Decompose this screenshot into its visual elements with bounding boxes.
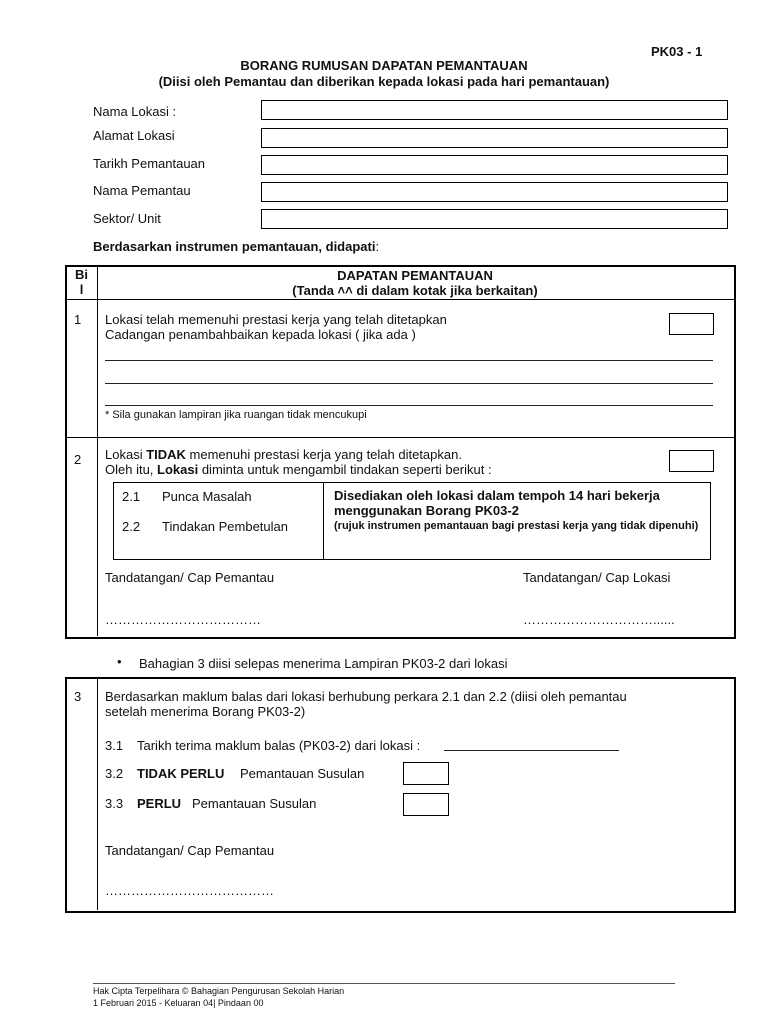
sektor-unit-input[interactable] [261,209,728,229]
table-divider [97,266,98,636]
section3-signature-line[interactable]: ………………………………… [105,883,274,898]
section2-checkbox[interactable] [669,450,714,472]
footer-version: 1 Februari 2015 - Keluaran 04| Pindaan 00 [93,998,264,1008]
col-bil-header: Bi l [75,267,88,297]
nama-pemantau-input[interactable] [261,182,728,202]
text-bold: Lokasi [157,462,199,477]
field-label: Nama Pemantau [93,183,191,198]
section1-checkbox[interactable] [669,313,714,335]
nama-lokasi-input[interactable] [261,100,728,120]
text-part: Oleh itu, [105,462,158,477]
action-instruction: Disediakan oleh lokasi dalam tempoh 14 hari bekerja menggunakan Borang PK03-2 [334,488,660,518]
field-label: Sektor/ Unit [93,211,161,226]
text-bold: TIDAK [146,447,186,462]
item-3-3-bold: PERLU [137,796,182,811]
form-subtitle: (Diisi oleh Pemantau dan diberikan kepada lokasi pada hari pemantauan) [158,74,610,89]
intro-text [93,239,379,254]
bullet-icon: • [117,654,122,669]
text-part: Lokasi [105,447,147,462]
form-code: PK03 - 1 [651,44,703,59]
perlu-checkbox[interactable] [403,793,449,816]
tidak-perlu-checkbox[interactable] [403,762,449,785]
section1-line1: Lokasi telah memenuhi prestasi kerja yang telah ditetapkan [105,312,447,327]
footer-divider [93,983,675,984]
item-3-1-number: 3.1 [105,738,124,753]
item-2-1-label: Punca Masalah [162,489,252,504]
table-divider [66,437,734,438]
section1-line2: Cadangan penambahbaikan kepada lokasi ( jika ada ) [105,327,416,342]
text-part: memenuhi prestasi kerja yang telah ditetapkan. [185,447,462,462]
bullet-note: Bahagian 3 diisi selepas menerima Lampiran PK03-2 dari lokasi [139,656,508,671]
item-2-2-label: Tindakan Pembetulan [162,519,288,534]
section1-number: 1 [74,312,82,327]
section1-note: * Sila gunakan lampiran jika ruangan tidak mencukupi [105,409,367,421]
table-divider [97,678,98,910]
signature-line-pemantau[interactable]: ……………………………… [105,612,261,627]
sign-label-lokasi: Tandatangan/ Cap Lokasi [523,570,671,585]
sign-label-pemantau: Tandatangan/ Cap Pemantau [105,570,275,585]
write-line[interactable] [105,383,713,384]
write-line[interactable] [105,405,713,406]
tarikh-pemantauan-input[interactable] [261,155,728,175]
field-label: Nama Lokasi : [93,104,177,119]
action-note: (rujuk instrumen pemantauan bagi prestasi kerja yang tidak dipenuhi) [334,520,699,532]
footer-copyright: Hak Cipta Terpelihara © Bahagian Pengurusan Sekolah Harian [93,986,345,996]
signature-line-lokasi[interactable]: …………………………...... [523,612,675,627]
section2-line1 [105,447,462,462]
section2-number: 2 [74,452,82,467]
col-dapatan-header: DAPATAN PEMANTAUAN [337,268,493,283]
section3-number: 3 [74,689,82,704]
col-dapatan-subheader: (Tanda ˄˄ di dalam kotak jika berkaitan) [292,283,538,298]
item-3-2-bold: TIDAK PERLU [137,766,225,781]
form-title: BORANG RUMUSAN DAPATAN PEMANTAUAN [240,58,528,73]
table-divider [66,299,734,300]
field-label: Tarikh Pemantauan [93,156,206,171]
section3-line1: Berdasarkan maklum balas dari lokasi berhubung perkara 2.1 dan 2.2 (diisi oleh pemantau [105,689,627,704]
write-line[interactable] [105,360,713,361]
date-received-input[interactable] [444,750,619,751]
section3-sign-label: Tandatangan/ Cap Pemantau [105,843,275,858]
section3-line2: setelah menerima Borang PK03-2) [105,704,306,719]
item-2-1-number: 2.1 [122,489,141,504]
item-2-2-number: 2.2 [122,519,141,534]
item-3-3-number: 3.3 [105,796,124,811]
item-3-2-label: Pemantauan Susulan [240,766,365,781]
item-3-1-label: Tarikh terima maklum balas (PK03-2) dari lokasi : [137,738,421,753]
action-box-divider [323,483,324,559]
section2-line2 [105,462,492,477]
item-3-3-label: Pemantauan Susulan [192,796,317,811]
text-part: diminta untuk mengambil tindakan seperti berikut : [198,462,492,477]
field-label: Alamat Lokasi [93,128,175,143]
intro-bold: Berdasarkan instrumen pemantauan, didapati [93,239,376,254]
item-3-2-number: 3.2 [105,766,124,781]
intro-colon: : [375,239,380,254]
alamat-lokasi-input[interactable] [261,128,728,148]
